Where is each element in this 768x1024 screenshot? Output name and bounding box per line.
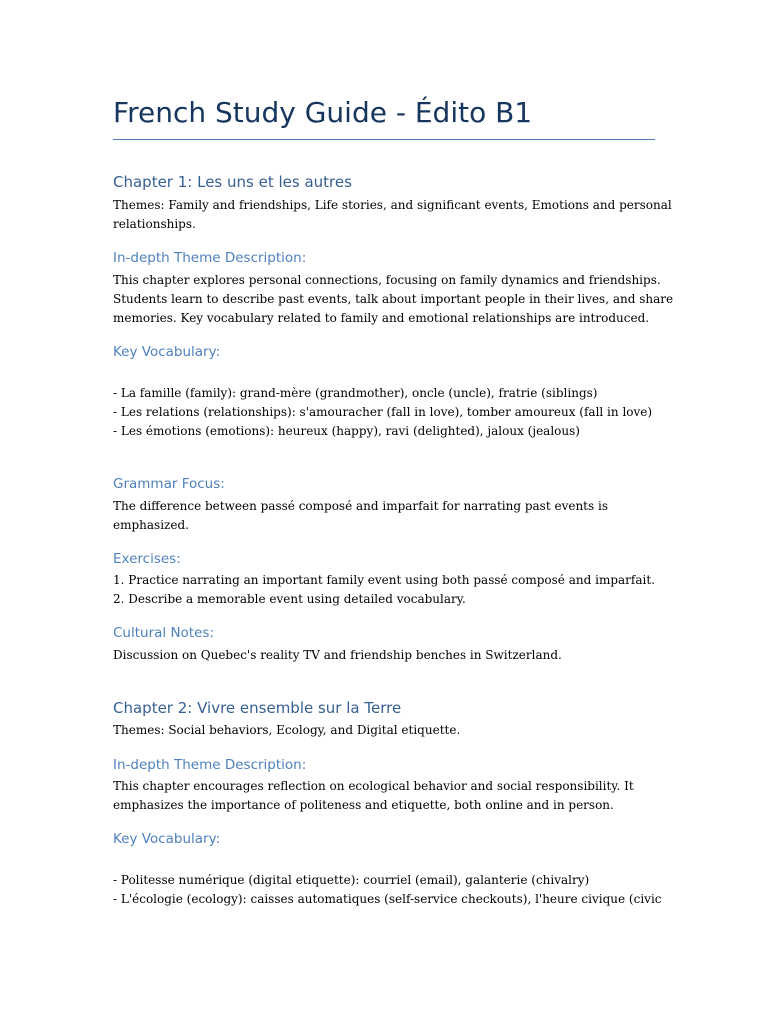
chapter-2-theme-description (113, 777, 658, 815)
chapter-1-vocabulary-list (113, 384, 658, 441)
chapter-2-themes (113, 721, 658, 740)
chapter-1-grammar-heading: Grammar Focus: (113, 476, 225, 492)
text-line: emphasizes the importance of politeness and etiquette, both online and in person. (113, 798, 614, 812)
vocabulary-item: - La famille (family): grand-mère (grandmother), oncle (uncle), fratrie (siblings) (113, 386, 598, 400)
vocabulary-item: - Politesse numérique (digital etiquette): courriel (email), galanterie (chivalry) (113, 873, 590, 887)
text-line: This chapter encourages reflection on ecological behavior and social responsibility. It (113, 779, 634, 793)
text-line: The difference between passé composé and imparfait for narrating past events is (113, 499, 608, 513)
text-line: Discussion on Quebec's reality TV and friendship benches in Switzerland. (113, 648, 562, 662)
chapter-2-heading: Chapter 2: Vivre ensemble sur la Terre (113, 699, 402, 717)
text-line: memories. Key vocabulary related to family and emotional relationships are introduced. (113, 311, 650, 325)
title-underline (113, 139, 655, 140)
chapter-1-themes (113, 196, 672, 234)
chapter-2-vocabulary-heading: Key Vocabulary: (113, 831, 221, 847)
exercise-item: 1. Practice narrating an important family event using both passé composé and imparfait. (113, 573, 655, 587)
text-line: emphasized. (113, 518, 189, 532)
chapter-1-exercises-heading: Exercises: (113, 551, 181, 567)
text-line: relationships. (113, 217, 196, 231)
vocabulary-item: - Les relations (relationships): s'amouracher (fall in love), tomber amoureux (fall in love) (113, 405, 653, 419)
chapter-1-cultural-notes-heading: Cultural Notes: (113, 625, 214, 641)
chapter-1-heading: Chapter 1: Les uns et les autres (113, 173, 352, 191)
text-line: This chapter explores personal connections, focusing on family dynamics and friendships. (113, 273, 661, 287)
chapter-2-vocabulary-list (113, 871, 662, 909)
vocabulary-item: - Les émotions (emotions): heureux (happy), ravi (delighted), jaloux (jealous) (113, 424, 580, 438)
vocabulary-item: - L'écologie (ecology): caisses automatiques (self-service checkouts), l'heure civique (civic (113, 892, 662, 906)
exercise-item: 2. Describe a memorable event using detailed vocabulary. (113, 592, 466, 606)
document-title: French Study Guide - Édito B1 (113, 96, 533, 129)
chapter-1-exercises-list (113, 571, 658, 609)
chapter-1-vocabulary-heading: Key Vocabulary: (113, 344, 221, 360)
text-line: Students learn to describe past events, talk about important people in their lives, and share (113, 292, 674, 306)
chapter-2-theme-description-heading: In-depth Theme Description: (113, 757, 307, 773)
chapter-1-grammar-text (113, 497, 658, 535)
text-line: Themes: Family and friendships, Life stories, and significant events, Emotions and personal (113, 198, 672, 212)
chapter-1-theme-description-heading: In-depth Theme Description: (113, 250, 307, 266)
chapter-1-cultural-notes (113, 646, 658, 665)
text-line: Themes: Social behaviors, Ecology, and Digital etiquette. (113, 723, 461, 737)
chapter-1-theme-description (113, 271, 674, 328)
